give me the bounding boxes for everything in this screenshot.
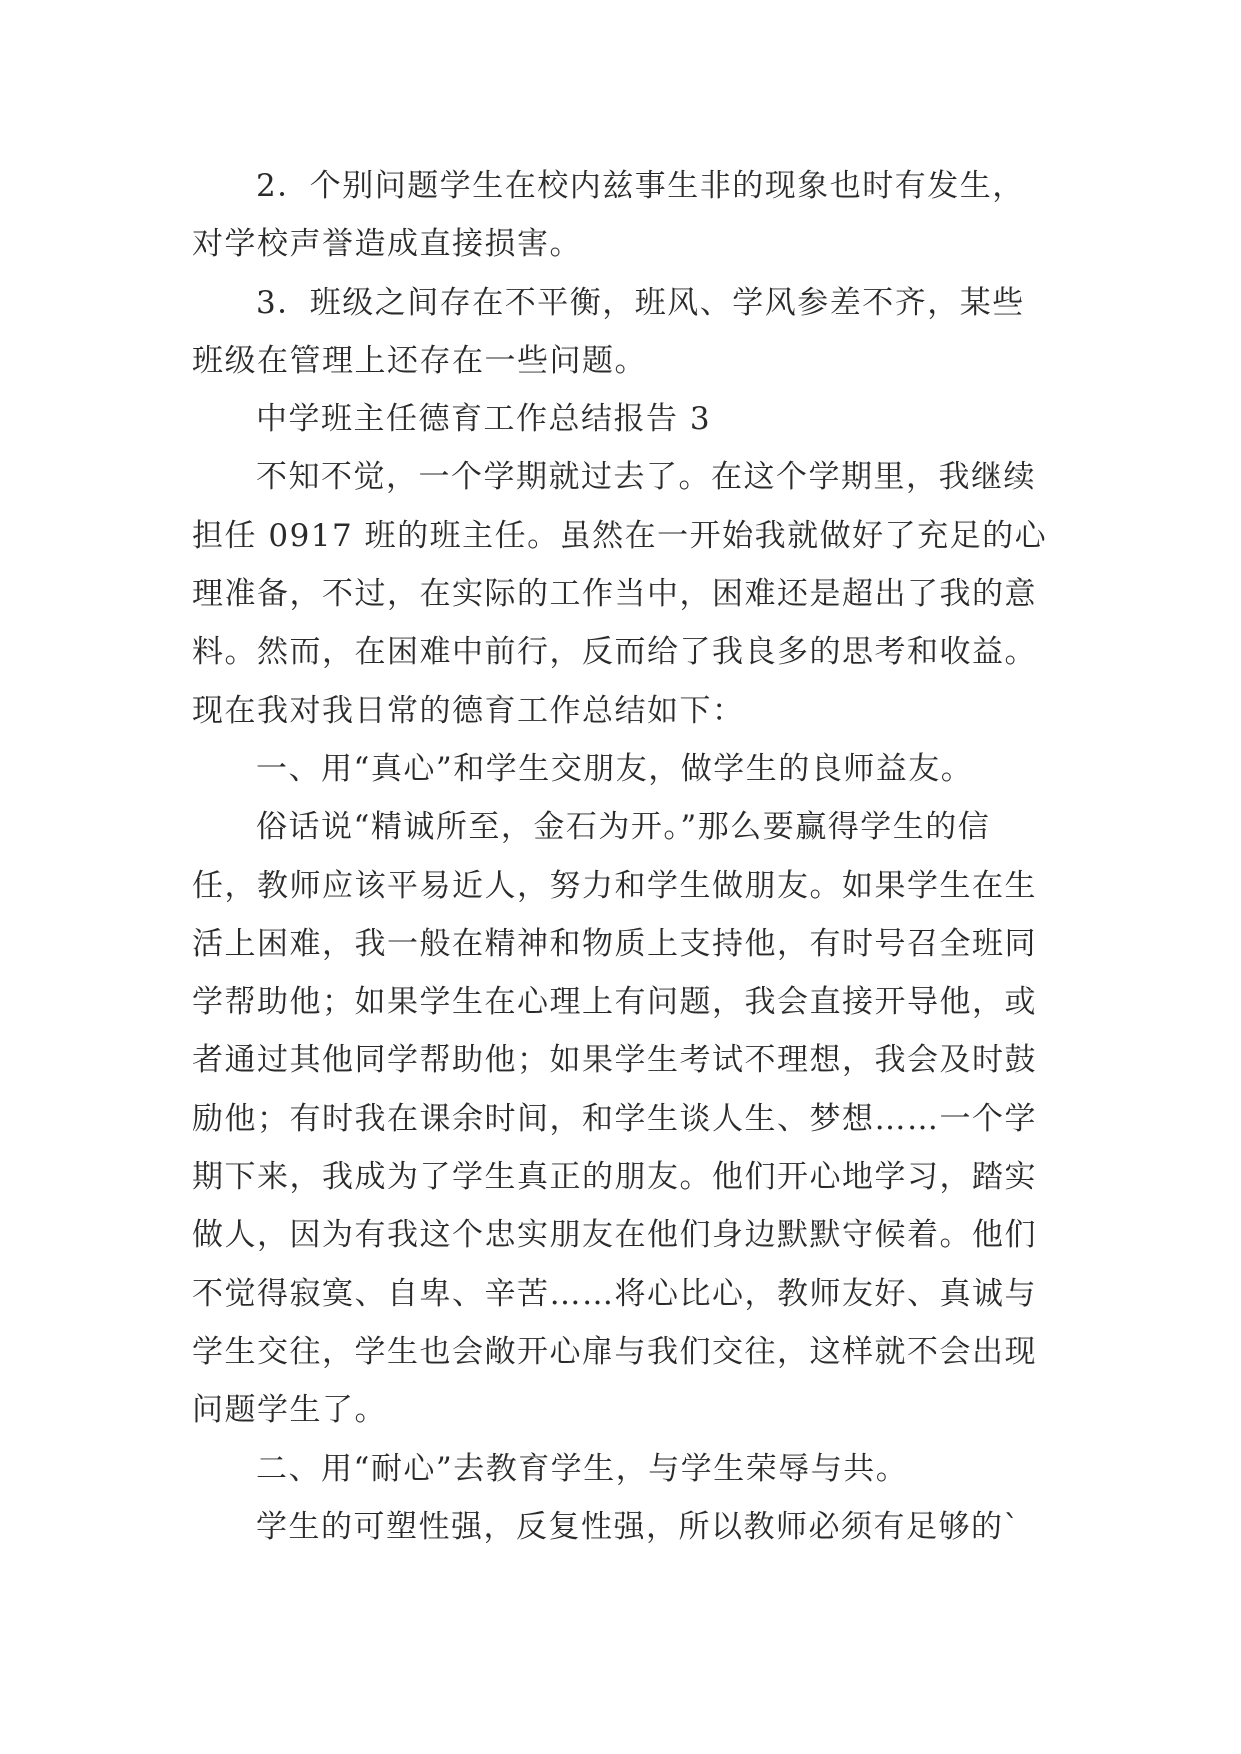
text-line: 对学校声誉造成直接损害。 — [192, 226, 582, 263]
text-line: 任，教师应该平易近人，努力和学生做朋友。如果学生在生 — [192, 867, 1037, 904]
text-line: 励他；有时我在课余时间，和学生谈人生、梦想……一个学 — [192, 1100, 1037, 1137]
text-line: 期下来，我成为了学生真正的朋友。他们开心地学习，踏实 — [192, 1159, 1037, 1196]
text-line: 学生交往，学生也会敞开心扉与我们交往，这样就不会出现 — [192, 1333, 1037, 1370]
text-line: 做人，因为有我这个忠实朋友在他们身边默默守候着。他们 — [192, 1217, 1037, 1254]
text-line: 料。然而，在困难中前行，反而给了我良多的思考和收益。 — [192, 634, 1037, 671]
text-line: 学生的可塑性强，反复性强，所以教师必须有足够的` — [256, 1508, 1021, 1545]
text-line: 3．班级之间存在不平衡，班风、学风参差不齐，某些 — [256, 284, 1025, 321]
text-line: 班级在管理上还存在一些问题。 — [192, 342, 647, 379]
text-line: 者通过其他同学帮助他；如果学生考试不理想，我会及时鼓 — [192, 1042, 1037, 1079]
text-line: 担任 0917 班的班主任。虽然在一开始我就做好了充足的心 — [192, 517, 1048, 554]
text-line: 学帮助他；如果学生在心理上有问题，我会直接开导他，或 — [192, 984, 1037, 1021]
text-line: 现在我对我日常的德育工作总结如下： — [192, 692, 745, 729]
text-line: 不知不觉，一个学期就过去了。在这个学期里，我继续 — [256, 459, 1036, 496]
subheading: 一、用“真心”和学生交朋友，做学生的良师益友。 — [256, 750, 974, 787]
text-line: 2．个别问题学生在校内兹事生非的现象也时有发生， — [256, 168, 1025, 204]
text-line: 俗话说“精诚所至，金石为开。”那么要赢得学生的信 — [256, 809, 991, 846]
subheading: 二、用“耐心”去教育学生，与学生荣辱与共。 — [256, 1450, 909, 1487]
text-line: 不觉得寂寞、自卑、辛苦……将心比心，教师友好、真诚与 — [192, 1275, 1037, 1312]
text-line: 理准备，不过，在实际的工作当中，困难还是超出了我的意 — [192, 576, 1037, 613]
document-body — [192, 157, 1060, 1556]
text-line: 活上困难，我一般在精神和物质上支持他，有时号召全班同 — [192, 925, 1037, 962]
section-heading: 中学班主任德育工作总结报告 3 — [256, 401, 712, 438]
text-line: 问题学生了。 — [192, 1392, 387, 1429]
